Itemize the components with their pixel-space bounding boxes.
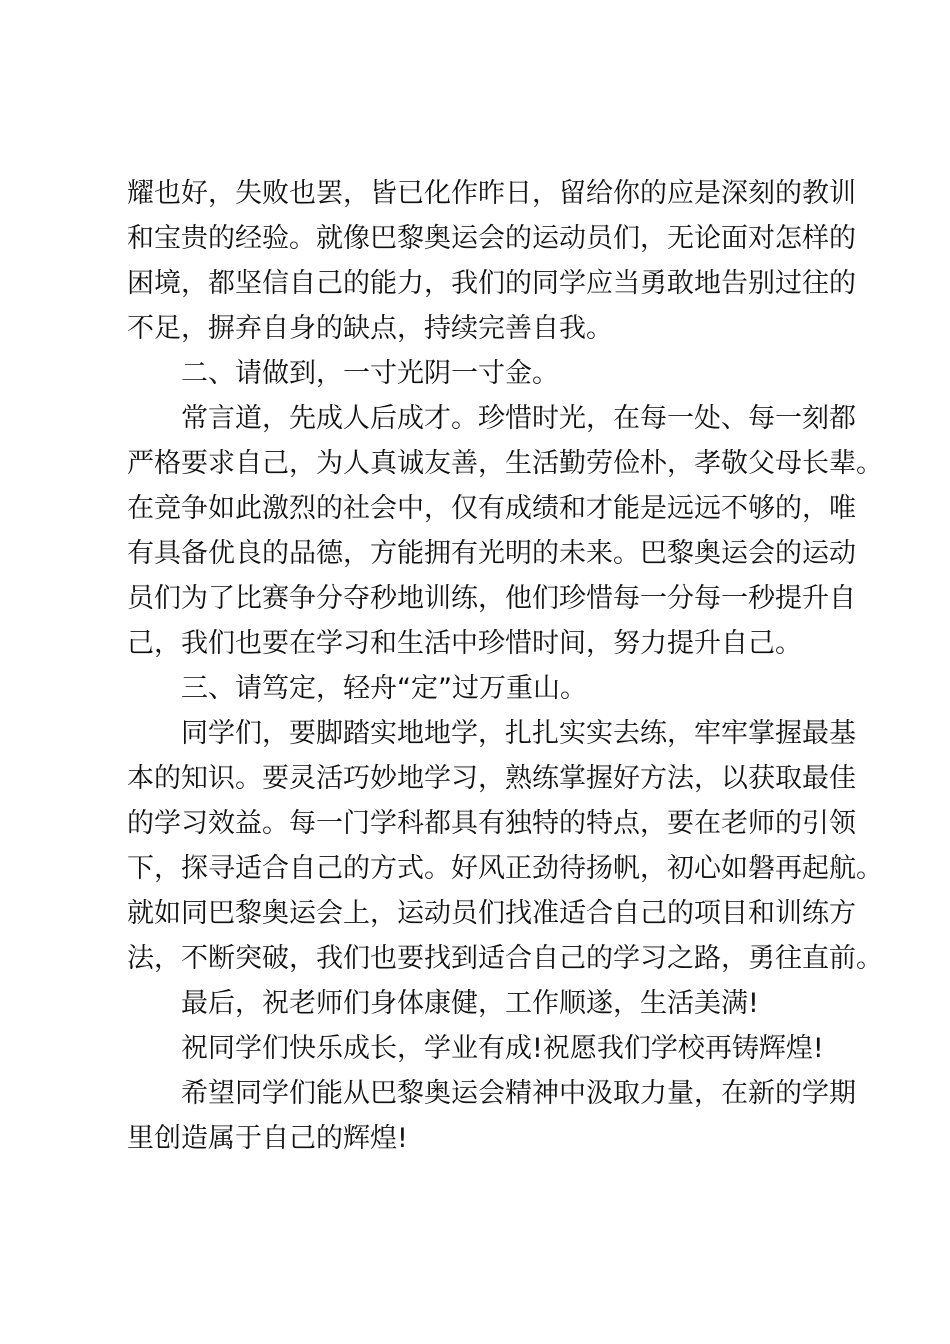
section-heading-2: 二、请做到，一寸光阴一寸金。 [181,358,559,389]
body-line: 下，探寻适合自己的方式。好风正劲待扬帆，初心如磐再起航。 [127,853,883,884]
closing-wish-teachers: 最后，祝老师们身体康健，工作顺遂，生活美满! [181,988,759,1019]
body-line: 不足，摒弃自身的缺点，持续完善自我。 [127,313,613,344]
body-line: 法，不断突破，我们也要找到适合自己的学习之路，勇往直前。 [127,943,883,974]
body-line: 耀也好，失败也罢，皆已化作昨日，留给你的应是深刻的教训 [127,178,856,209]
body-line: 希望同学们能从巴黎奥运会精神中汲取力量，在新的学期 [181,1078,856,1109]
body-line: 同学们，要脚踏实地地学，扎扎实实去练，牢牢掌握最基 [181,718,856,749]
body-line: 和宝贵的经验。就像巴黎奥运会的运动员们，无论面对怎样的 [127,223,856,254]
section-heading-3: 三、请笃定，轻舟“定”过万重山。 [181,673,587,704]
body-line: 的学习效益。每一门学科都具有独特的特点，要在老师的引领 [127,808,856,839]
document-body [127,171,883,1161]
body-line: 在竞争如此激烈的社会中，仅有成绩和才能是远远不够的，唯 [127,493,856,524]
body-line: 困境，都坚信自己的能力，我们的同学应当勇敢地告别过往的 [127,268,856,299]
body-line: 里创造属于自己的辉煌! [127,1123,408,1154]
closing-wish-students: 祝同学们快乐成长，学业有成!祝愿我们学校再铸辉煌! [181,1033,824,1064]
body-line: 就如同巴黎奥运会上，运动员们找准适合自己的项目和训练方 [127,898,856,929]
body-line: 严格要求自己，为人真诚友善，生活勤劳俭朴，孝敬父母长辈。 [127,448,883,479]
body-line: 员们为了比赛争分夺秒地训练，他们珍惜每一分每一秒提升自 [127,583,856,614]
body-line: 常言道，先成人后成才。珍惜时光，在每一处、每一刻都 [181,403,856,434]
body-line: 有具备优良的品德，方能拥有光明的未来。巴黎奥运会的运动 [127,538,856,569]
body-line: 本的知识。要灵活巧妙地学习，熟练掌握好方法，以获取最佳 [127,763,856,794]
body-line: 己，我们也要在学习和生活中珍惜时间，努力提升自己。 [127,628,802,659]
